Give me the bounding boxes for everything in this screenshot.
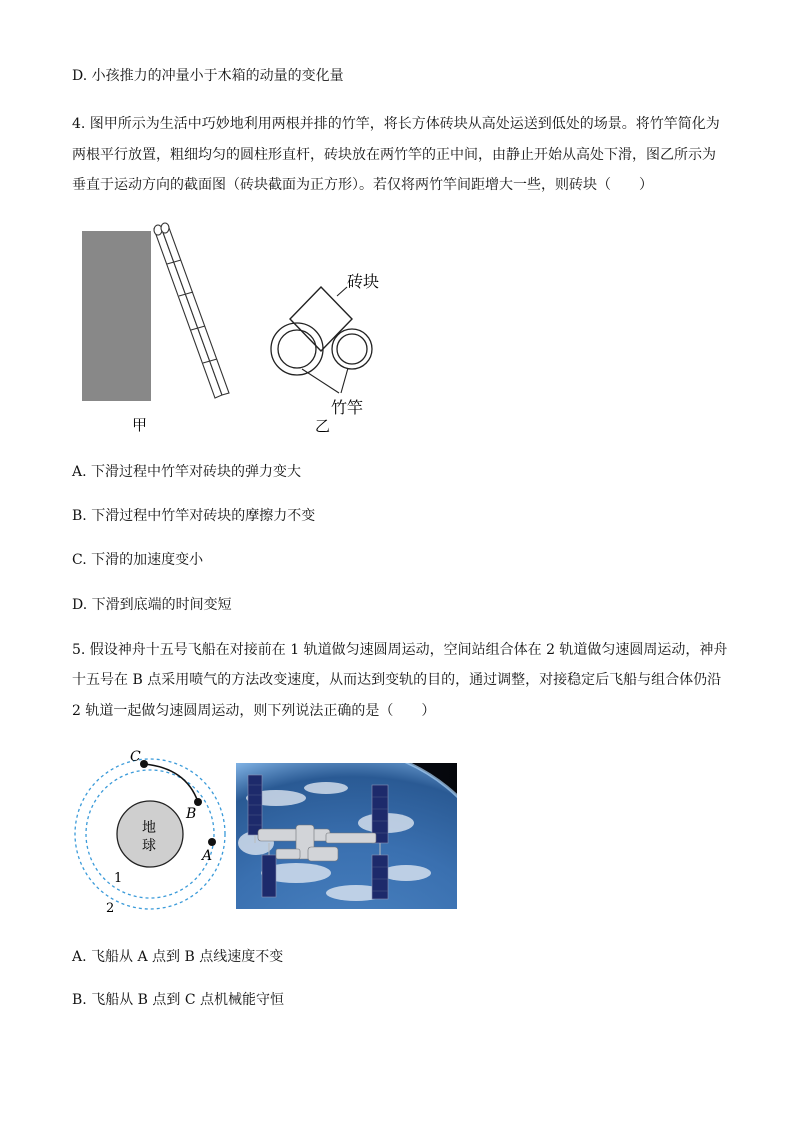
q5-stem-line-3: 2 轨道一起做匀速圆周运动，则下列说法正确的是（ ）: [72, 703, 436, 719]
q4-option-d: D. 下滑到底端的时间变短: [72, 597, 232, 613]
q3-option-d: D. 小孩推力的冲量小于木箱的动量的变化量: [72, 68, 344, 84]
figure-jia: [75, 220, 235, 435]
point-c: [140, 760, 148, 768]
point-a: [208, 838, 216, 846]
label-brick: 砖块: [347, 272, 380, 291]
q4-stem-line-1: 4. 图甲所示为生活中巧妙地利用两根并排的竹竿，将长方体砖块从高处运送到低处的场景。将竹竿简化为: [72, 116, 720, 132]
earth-label-2: 球: [142, 838, 156, 854]
q5-option-b: B. 飞船从 B 点到 C 点机械能守恒: [72, 992, 284, 1008]
q4-option-c: C. 下滑的加速度变小: [72, 552, 204, 568]
brick-square: [290, 287, 352, 351]
q4-option-b: B. 下滑过程中竹竿对砖块的摩擦力不变: [72, 508, 316, 524]
label-orbit-2: 2: [106, 901, 115, 916]
figure-orbits: [74, 742, 234, 922]
earth-label-1: 地: [142, 820, 156, 836]
q5-option-a: A. 飞船从 A 点到 B 点线速度不变: [72, 949, 284, 965]
space-station-photo: [236, 763, 457, 909]
wall: [82, 231, 151, 401]
label-orbit-1: 1: [114, 871, 123, 886]
pole-right: [332, 329, 372, 369]
figure-yi: [265, 265, 395, 437]
point-b: [194, 798, 202, 806]
q5-stem-line-1: 5. 假设神舟十五号飞船在对接前在 1 轨道做匀速圆周运动，空间站组合体在 2 轨道做匀速圆周运动，神舟: [72, 642, 728, 658]
transfer-path: [144, 764, 198, 802]
q4-stem-line-2: 两根平行放置，粗细均匀的圆柱形直杆，砖块放在两竹竿的正中间，由静止开始从高处下滑，图乙所示为: [72, 147, 716, 163]
q5-stem-line-2: 十五号在 B 点采用喷气的方法改变速度，从而达到变轨的目的，通过调整，对接稳定后飞船与组合体仍沿: [72, 672, 722, 688]
label-c: C: [130, 749, 141, 765]
q4-stem-line-3: 垂直于运动方向的截面图（砖块截面为正方形）。若仅将两竹竿间距增大一些，则砖块（ ）: [72, 177, 653, 193]
q4-option-a: A. 下滑过程中竹竿对砖块的弹力变大: [72, 464, 302, 480]
label-yi: 乙: [315, 417, 331, 435]
label-pole: 竹竿: [331, 398, 364, 417]
pole-left: [271, 323, 323, 375]
label-b: B: [186, 806, 197, 822]
bamboo-poles: [154, 223, 229, 398]
label-jia: 甲: [132, 416, 148, 434]
label-a: A: [202, 848, 213, 864]
